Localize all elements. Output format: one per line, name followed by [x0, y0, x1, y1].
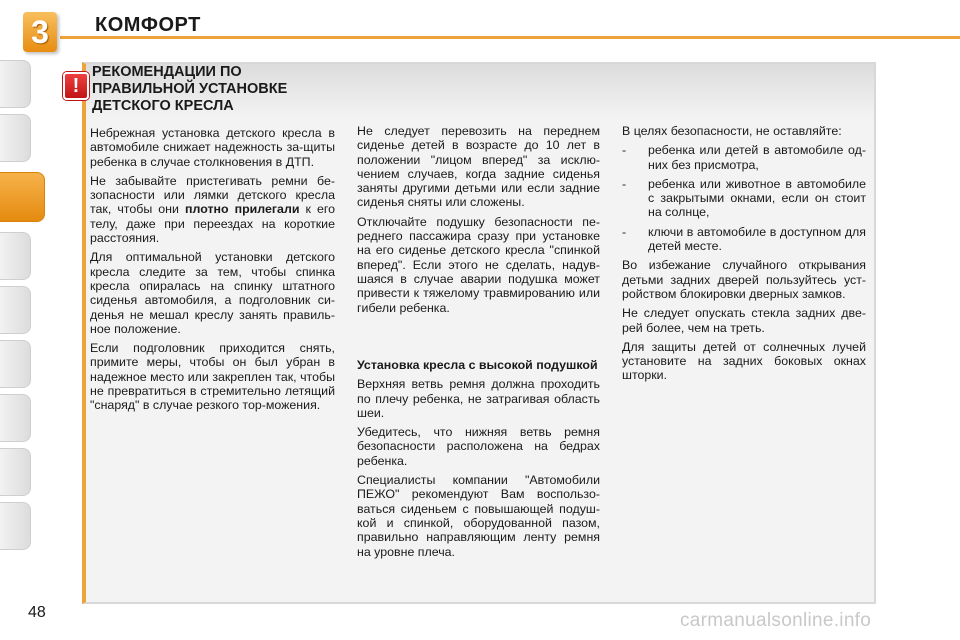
chapter-tab[interactable] [0, 502, 31, 550]
paragraph: Для оптимальной установки детского кресла следите за тем, чтобы спинка кресла опиралась на спинку штатного сиденья автомобиля, а подголовник си-денья не мешал креслу занять правиль-ное положение. [90, 250, 335, 336]
chapter-tab[interactable] [0, 340, 31, 388]
page-number: 48 [28, 604, 46, 621]
warning-icon: ! [63, 72, 89, 100]
text-column-2 [357, 124, 600, 320]
paragraph [90, 174, 335, 245]
emphasis-text: плотно прилегали [185, 202, 300, 217]
text-run: Не забывайте пристегивать ремни бе-зопасности или лямки детского кресла так, чтобы они [90, 173, 335, 217]
chapter-title: КОМФОРТ [95, 14, 201, 36]
list-item [622, 177, 866, 220]
dash-marker: - [622, 224, 627, 239]
chapter-tab-active[interactable] [0, 172, 45, 222]
dash-marker: - [622, 176, 627, 191]
paragraph: Не следует опускать стекла задних две-рей более, чем на треть. [622, 306, 866, 335]
text-column-1 [90, 126, 335, 418]
chapter-tab[interactable] [0, 448, 31, 496]
page-header [0, 0, 960, 60]
text-column-2-lower [357, 358, 600, 564]
text-run: к его телу, даже при переездах на короткие расстояния. [90, 202, 335, 246]
safety-list [622, 143, 866, 253]
paragraph: Небрежная установка детского кресла в автомобиле снижает надежность за-щиты ребенка в случае столкновения в ДТП. [90, 126, 335, 169]
list-item-text: ребенка или детей в автомобиле од-них без присмотра, [648, 143, 866, 172]
chapter-tab[interactable] [0, 60, 31, 108]
chapter-tab[interactable] [0, 286, 31, 334]
paragraph: Специалисты компании "Автомобили ПЕЖО" рекомендуют Вам воспользо-ваться сиденьем с повышающей подуш-кой и спинкой, оборудованной пазом, правильно направляющим ленту ремня на уровне плеча. [357, 473, 600, 559]
chapter-number: 3 [31, 14, 49, 50]
paragraph: Для защиты детей от солнечных лучей установите на задних боковых окнах шторки. [622, 339, 866, 383]
paragraph: Отключайте подушку безопасности пе-реднего пассажира сразу при установке на его сиденье детского кресла "спинкой вперед". Если этого не сделать, надув-шаяся в случае аварии подушка может привести к тяжелому травмированию или гибели ребенка. [357, 214, 600, 315]
text-column-3 [622, 124, 866, 388]
paragraph: Если подголовник приходится снять, примите меры, чтобы он был убран в надежное место или закреплен так, чтобы не превратиться в стремительно летящий "снаряд" в случае резкого тор-можения. [90, 341, 335, 413]
watermark: carmanualsonline.info [680, 610, 872, 631]
chapter-tab[interactable] [0, 232, 31, 280]
section-title: РЕКОМЕНДАЦИИ ПО ПРАВИЛЬНОЙ УСТАНОВКЕ ДЕТСКОГО КРЕСЛА [92, 64, 288, 114]
paragraph: Убедитесь, что нижняя ветвь ремня безопасности расположена на бедрах ребенка. [357, 425, 600, 468]
chapter-tab[interactable] [0, 114, 31, 162]
paragraph: В целях безопасности, не оставляйте: [622, 124, 842, 138]
paragraph: Во избежание случайного открывания детьми задних дверей пользуйтесь уст-ройством блокировки дверных замков. [622, 258, 866, 301]
list-item [622, 225, 866, 254]
chapter-tabs [0, 60, 40, 590]
list-item-text: ребенка или животное в автомобиле с закрытыми окнами, если он стоит на солнце, [648, 176, 866, 220]
list-item-text: ключи в автомобиле в доступном для детей месте. [648, 224, 866, 254]
list-item [622, 143, 866, 172]
paragraph: Верхняя ветвь ремня должна проходить по плечу ребенка, не затрагивая область шеи. [357, 377, 600, 420]
dash-marker: - [622, 143, 627, 158]
paragraph: Не следует перевозить на переднем сиденье детей в возрасте до 10 лет в положении "лицом вперед" за исклю-чением случаев, когда задние сиденья заняты другими детьми или если задние сиденья сняты или сложены. [357, 124, 600, 210]
subsection-title: Установка кресла с высокой подушкой [357, 358, 598, 372]
chapter-tab[interactable] [0, 394, 31, 442]
